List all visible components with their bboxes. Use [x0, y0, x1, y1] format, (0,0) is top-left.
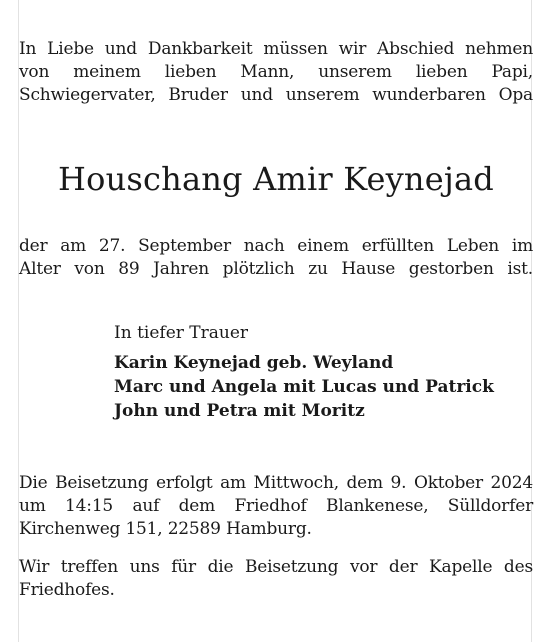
mourner-name-3: John und Petra mit Moritz	[114, 401, 365, 421]
funeral-line-1: Die Beisetzung erfolgt am Mittwoch, dem 9. Oktober 2024	[19, 473, 533, 493]
intro-paragraph	[19, 38, 533, 107]
mourners-heading: In tiefer Trauer	[114, 323, 249, 343]
mourner-name-2: Marc und Angela mit Lucas und Patrick	[114, 377, 494, 397]
mourners-block	[114, 322, 514, 423]
obituary-notice	[18, 0, 532, 642]
deceased-name: Houschang Amir Keynejad	[58, 160, 494, 198]
death-line-1: der am 27. September nach einem erfüllten Leben im	[19, 236, 533, 256]
funeral-line-2: um 14:15 auf dem Friedhof Blankenese, Sülldorfer	[19, 496, 533, 516]
intro-line-1: In Liebe und Dankbarkeit müssen wir Abschied nehmen	[19, 39, 533, 59]
meeting-line-2: Friedhofes.	[19, 580, 115, 600]
meeting-paragraph	[19, 556, 533, 602]
death-line-2: Alter von 89 Jahren plötzlich zu Hause gestorben ist.	[19, 259, 533, 279]
meeting-line-1: Wir treffen uns für die Beisetzung vor der Kapelle des	[19, 557, 533, 577]
intro-line-2: von meinem lieben Mann, unserem lieben Papi,	[19, 62, 533, 82]
funeral-line-3: Kirchenweg 151, 22589 Hamburg.	[19, 519, 312, 539]
intro-line-3: Schwiegervater, Bruder und unserem wunderbaren Opa	[19, 85, 533, 105]
funeral-paragraph	[19, 472, 533, 541]
death-paragraph	[19, 235, 533, 281]
mourner-name-1: Karin Keynejad geb. Weyland	[114, 353, 394, 373]
